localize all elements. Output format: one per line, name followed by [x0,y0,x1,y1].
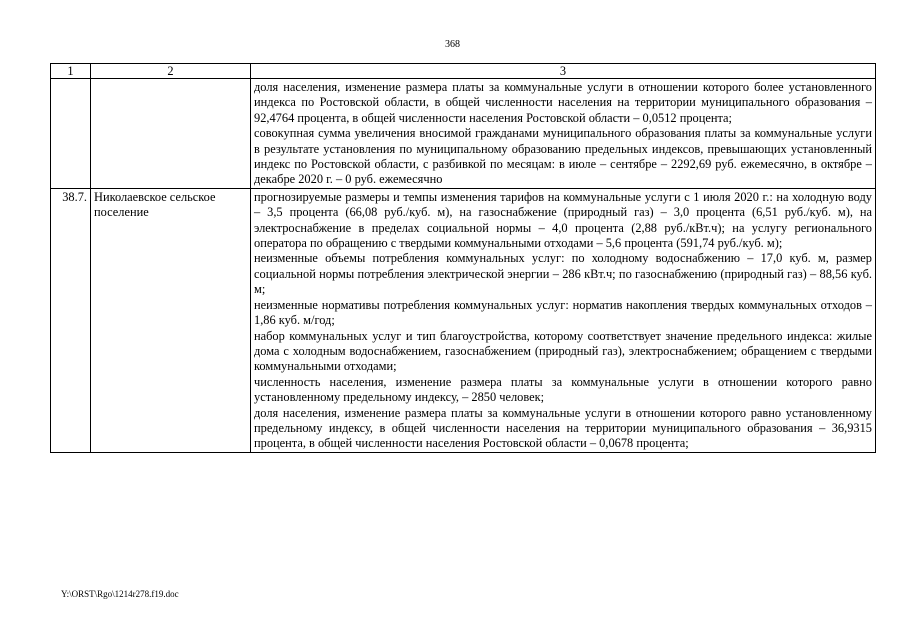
row-name-cell: Николаевское сельское поселение [91,188,251,452]
footer-file-path: Y:\ORST\Rgo\1214r278.f19.doc [61,589,179,599]
header-col-3: 3 [251,64,876,79]
row-content-cell [251,188,876,452]
header-col-1: 1 [51,64,91,79]
row-number-cell: 38.7. [51,188,91,452]
content-paragraph: совокупная сумма увеличения вносимой гражданами муниципального образования платы за коммунальные услуги в результате установления по муниципальному образованию предельных индексов, превышающих установленный индекс по Ростовской области, с разбивкой по месяцам: в июле – сентябре – 2292,69 руб. ежемесячно, в октябре – декабре 2020 г. – 0 руб. ежемесячно [254,126,872,187]
row-content-cell [251,79,876,189]
header-col-2: 2 [91,64,251,79]
content-paragraph: неизменные объемы потребления коммунальных услуг: по холодному водоснабжению – 17,0 куб. м, размер социальной нормы потребления электрической энергии – 286 кВт.ч; по газоснабжению (природный газ) – 88,56 куб. м; [254,251,872,297]
table-row [51,188,876,452]
content-paragraph: численность населения, изменение размера платы за коммунальные услуги в отношении которого равно установленному предельному индексу, – 2850 человек; [254,374,872,405]
content-paragraph: доля населения, изменение размера платы за коммунальные услуги в отношении которого равно установленному предельному индексу, в общей численности населения на территории муниципального образования – 36,9315 процента, в общей численности населения Ростовской области – 0,0678 процента; [254,405,872,451]
row-number-cell [51,79,91,189]
table-header-row [51,64,876,79]
content-paragraph: набор коммунальных услуг и тип благоустройства, которому соответствует значение предельного индекса: жилые дома с холодным водоснабжением, газоснабжением (природный газ), электроснабжением; обращением с твердыми коммунальными отходами; [254,328,872,374]
row-name-cell [91,79,251,189]
content-paragraph: прогнозируемые размеры и темпы изменения тарифов на коммунальные услуги с 1 июля 2020 г.: на холодную воду – 3,5 процента (66,08 руб./куб. м), на газоснабжение (природный газ) – 3,0 процента (6,51 руб./куб. м), на электроснабжение в пределах социальной нормы – 4,0 процента (2,88 руб./кВт.ч); на услугу регионального оператора по обращению с твердыми коммунальными отходами – 5,6 процента (591,74 руб./куб. м); [254,189,872,251]
page-number: 368 [445,39,460,50]
content-paragraph: доля населения, изменение размера платы за коммунальные услуги в отношении которого более установленного индекса по Ростовской области, в общей численности населения на территории муниципального образования – 92,4764 процента, в общей численности населения Ростовской области – 0,0512 процента; [254,80,872,125]
document-table [50,63,876,453]
content-paragraph: неизменные нормативы потребления коммунальных услуг: норматив накопления твердых коммунальных отходов – 1,86 куб. м/год; [254,297,872,328]
table-row [51,79,876,189]
